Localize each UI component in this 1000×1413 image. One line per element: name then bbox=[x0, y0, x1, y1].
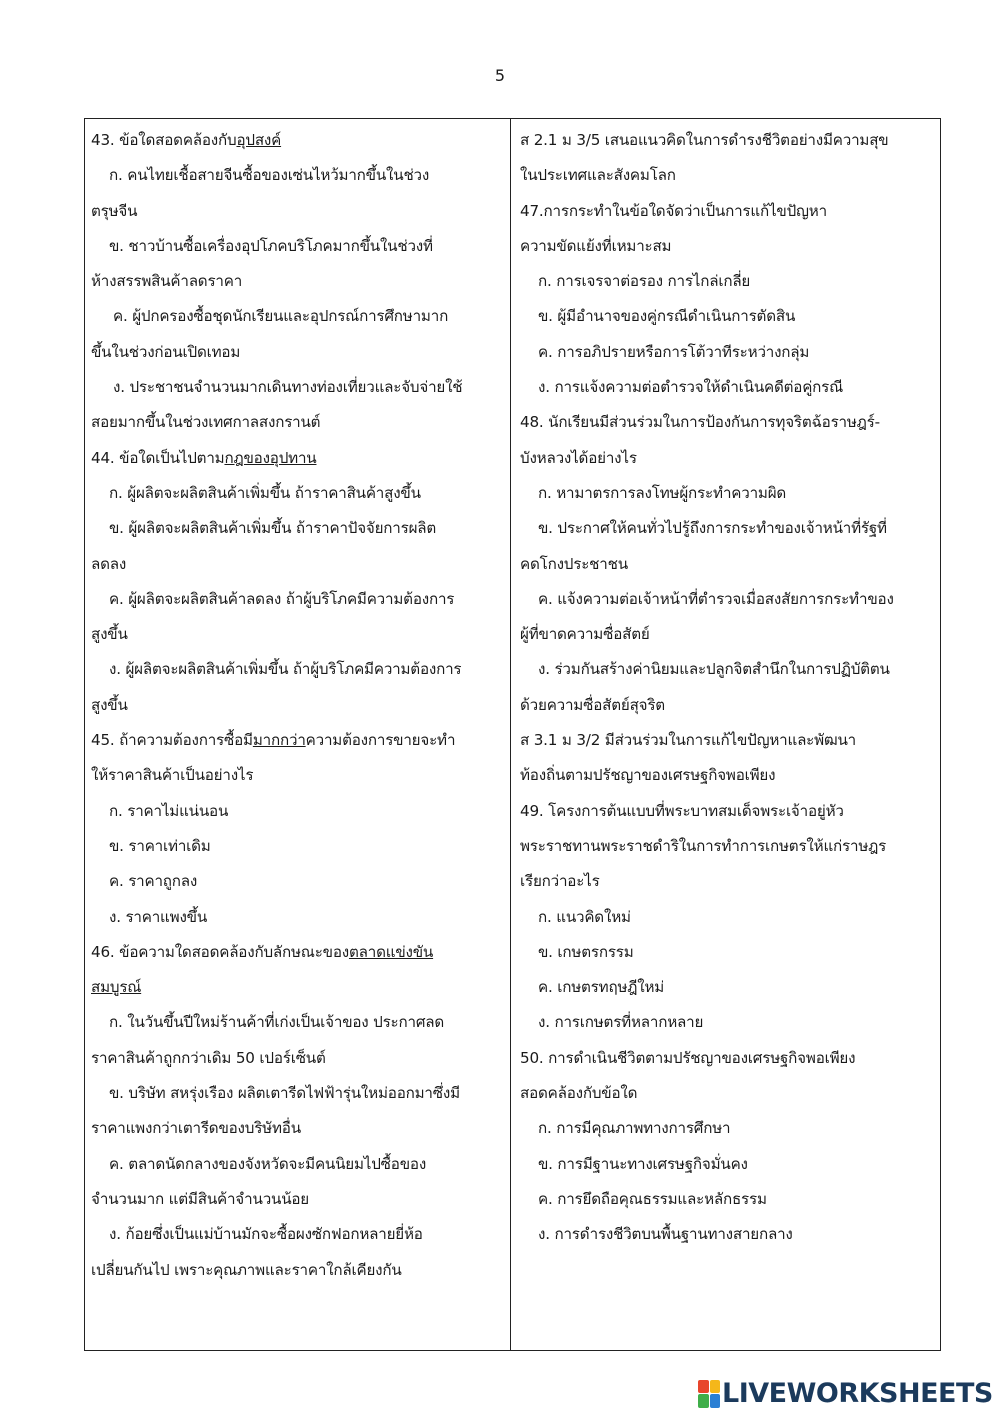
text-line bbox=[520, 582, 936, 617]
line-text: คดโกงประชาชน bbox=[520, 554, 628, 573]
text-line bbox=[520, 405, 936, 440]
line-text: ค. ผู้ปกครองซื้อชุดนักเรียนและอุปกรณ์การศึกษามาก bbox=[113, 307, 449, 326]
text-line bbox=[91, 617, 506, 652]
line-text: ก. หามาตรการลงโทษผู้กระทำความผิด bbox=[538, 483, 787, 502]
text-line bbox=[520, 370, 936, 405]
text-line bbox=[91, 829, 506, 864]
line-text: ข. บริษัท สหรุ่งเรือง ผลิตเตารีดไฟฟ้ารุ่นใหม่ออกมาซึ่งมี bbox=[109, 1084, 460, 1103]
line-text: เรียกว่าอะไร bbox=[520, 872, 600, 891]
underlined-keyword: ตลาดแข่งขัน bbox=[348, 942, 434, 961]
line-text: สอดคล้องกับข้อใด bbox=[520, 1084, 638, 1103]
text-line bbox=[91, 1005, 506, 1040]
text-line bbox=[91, 1253, 506, 1288]
line-text: ราคาแพงกว่าเตารีดของบริษัทอื่น bbox=[91, 1119, 301, 1138]
text-line bbox=[91, 1147, 506, 1182]
line-text: ค. ผู้ผลิตจะผลิตสินค้าลดลง ถ้าผู้บริโภคมีความต้องการ bbox=[109, 589, 455, 608]
text-line bbox=[91, 864, 506, 899]
line-text: ง. การเกษตรที่หลากหลาย bbox=[538, 1013, 704, 1032]
text-line bbox=[520, 652, 936, 687]
line-text: ก. ราคาไม่แน่นอน bbox=[109, 801, 229, 820]
line-text: ค. การยึดถือคุณธรรมและหลักธรรม bbox=[538, 1189, 767, 1208]
underlined-keyword: กฎของอุปทาน bbox=[224, 448, 317, 467]
text-line bbox=[91, 441, 506, 476]
line-text: เปลี่ยนกันไป เพราะคุณภาพและราคาใกล้เคียงกัน bbox=[91, 1260, 402, 1279]
text-line bbox=[520, 229, 936, 264]
line-text: ส 2.1 ม 3/5 เสนอแนวคิดในการดำรงชีวิตอย่างมีความสุข bbox=[520, 131, 889, 149]
line-text: ก. คนไทยเชื้อสายจีนซื้อของเซ่นไหว้มากขึ้นในช่วง bbox=[109, 166, 430, 185]
text-line bbox=[520, 864, 936, 899]
line-text: ก. แนวคิดใหม่ bbox=[538, 907, 631, 926]
text-line bbox=[520, 1147, 936, 1182]
line-text: จำนวนมาก แต่มีสินค้าจำนวนน้อย bbox=[91, 1189, 310, 1208]
line-text: ให้ราคาสินค้าเป็นอย่างไร bbox=[91, 766, 254, 785]
line-text: ค. ตลาดนัดกลางของจังหวัดจะมีคนนิยมไปซื้อของ bbox=[109, 1154, 427, 1173]
line-text: ง. การดำรงชีวิตบนพื้นฐานทางสายกลาง bbox=[538, 1225, 793, 1244]
line-text: ง. ก้อยซึ่งเป็นแม่บ้านมักจะซื้อผงซักฟอกหลายยี่ห้อ bbox=[109, 1225, 423, 1244]
underlined-keyword: อุปสงค์ bbox=[236, 131, 282, 149]
text-line bbox=[520, 1005, 936, 1040]
line-text: ลดลง bbox=[91, 554, 127, 573]
text-line bbox=[91, 194, 506, 229]
text-line bbox=[520, 1111, 936, 1146]
text-line bbox=[520, 1182, 936, 1217]
text-line bbox=[520, 617, 936, 652]
line-text: บังหลวงได้อย่างไร bbox=[520, 448, 637, 467]
line-text: 43. ข้อใดสอดคล้องกับ bbox=[91, 131, 237, 149]
text-line bbox=[520, 758, 936, 793]
line-text: ค. เกษตรทฤษฎีใหม่ bbox=[538, 978, 665, 997]
text-line bbox=[520, 476, 936, 511]
text-line bbox=[91, 476, 506, 511]
left-column bbox=[85, 119, 511, 1350]
line-text: ด้วยความซื่อสัตย์สุจริต bbox=[520, 695, 665, 714]
line-text: ราคาสินค้าถูกกว่าเดิม 50 เปอร์เซ็นต์ bbox=[91, 1048, 326, 1067]
text-line bbox=[91, 900, 506, 935]
line-text: ค. แจ้งความต่อเจ้าหน้าที่ตำรวจเมื่อสงสัยการกระทำของ bbox=[538, 589, 894, 608]
text-line bbox=[91, 370, 506, 405]
underlined-keyword: มากกว่า bbox=[252, 731, 306, 750]
line-text: ห้างสรรพสินค้าลดราคา bbox=[91, 272, 243, 291]
text-line bbox=[91, 688, 506, 723]
text-line bbox=[91, 299, 506, 334]
line-text: ข. เกษตรกรรม bbox=[538, 942, 634, 961]
line-text: ง. ร่วมกันสร้างค่านิยมและปลูกจิตสำนึกในการปฏิบัติตน bbox=[538, 660, 890, 679]
text-line bbox=[91, 723, 506, 758]
line-text: ก. การเจรจาต่อรอง การไกล่เกลี่ย bbox=[538, 272, 751, 291]
text-line bbox=[91, 1041, 506, 1076]
text-line bbox=[520, 1041, 936, 1076]
text-line bbox=[91, 582, 506, 617]
text-line bbox=[520, 935, 936, 970]
text-line bbox=[91, 547, 506, 582]
line-text-after: ความต้องการขายจะทำ bbox=[305, 731, 456, 750]
text-line bbox=[91, 1182, 506, 1217]
line-text: ส 3.1 ม 3/2 มีส่วนร่วมในการแก้ไขปัญหาและพัฒนา bbox=[520, 731, 856, 750]
text-line bbox=[91, 794, 506, 829]
page-number: 5 bbox=[494, 66, 506, 85]
line-text: สอยมากขึ้นในช่วงเทศกาลสงกรานต์ bbox=[91, 413, 321, 432]
text-line bbox=[520, 158, 936, 193]
text-line bbox=[520, 335, 936, 370]
line-text: สูงขึ้น bbox=[91, 625, 128, 644]
text-line bbox=[520, 1217, 936, 1252]
line-text: 48. นักเรียนมีส่วนร่วมในการป้องกันการทุจริตฉ้อราษฎร์- bbox=[520, 413, 880, 432]
right-column bbox=[511, 119, 940, 1350]
text-line bbox=[91, 511, 506, 546]
text-line bbox=[520, 264, 936, 299]
line-text: ง. ราคาแพงขึ้น bbox=[109, 907, 208, 926]
text-line bbox=[91, 264, 506, 299]
text-line bbox=[91, 758, 506, 793]
text-line bbox=[520, 688, 936, 723]
text-line bbox=[91, 158, 506, 193]
text-line bbox=[520, 441, 936, 476]
line-text: 49. โครงการต้นแบบที่พระบาทสมเด็จพระเจ้าอยู่หัว bbox=[520, 801, 844, 820]
text-line bbox=[91, 935, 506, 970]
text-line bbox=[91, 1111, 506, 1146]
text-line bbox=[91, 652, 506, 687]
line-text: ความขัดแย้งที่เหมาะสม bbox=[520, 236, 672, 255]
text-line bbox=[91, 123, 506, 158]
line-text: พระราชทานพระราชดำริในการทำการเกษตรให้แก่ราษฎร bbox=[520, 836, 887, 855]
text-line bbox=[520, 123, 936, 158]
text-line bbox=[520, 794, 936, 829]
text-line bbox=[91, 1076, 506, 1111]
line-text: ข. ราคาเท่าเดิม bbox=[109, 836, 211, 855]
text-line bbox=[520, 299, 936, 334]
logo-text: LIVEWORKSHEETS bbox=[722, 1378, 993, 1409]
underlined-keyword: สมบูรณ์ bbox=[91, 978, 142, 997]
text-line bbox=[520, 511, 936, 546]
line-text: ค. ราคาถูกลง bbox=[109, 872, 198, 891]
line-text: สูงขึ้น bbox=[91, 695, 128, 714]
text-line bbox=[91, 970, 506, 1005]
line-text: ง. ประชาชนจำนวนมากเดินทางท่องเที่ยวและจับจ่ายใช้ bbox=[113, 378, 463, 397]
text-line bbox=[91, 405, 506, 440]
worksheet-table bbox=[84, 118, 941, 1351]
line-text: ท้องถิ่นตามปรัชญาของเศรษฐกิจพอเพียง bbox=[520, 766, 776, 785]
text-line bbox=[520, 547, 936, 582]
text-line bbox=[520, 970, 936, 1005]
line-text: ข. ผู้ผลิตจะผลิตสินค้าเพิ่มขึ้น ถ้าราคาปัจจัยการผลิต bbox=[109, 519, 437, 538]
line-text: 47.การกระทำในข้อใดจัดว่าเป็นการแก้ไขปัญหา bbox=[520, 201, 827, 220]
line-text: ก. ในวันขึ้นปีใหม่ร้านค้าที่เก่งเป็นเจ้าของ ประกาศลด bbox=[109, 1013, 445, 1032]
line-text: 44. ข้อใดเป็นไปตาม bbox=[91, 448, 225, 467]
text-line bbox=[520, 829, 936, 864]
line-text: ข. ชาวบ้านซื้อเครื่องอุปโภคบริโภคมากขึ้นในช่วงที่ bbox=[109, 236, 433, 255]
line-text: 46. ข้อความใดสอดคล้องกับลักษณะของ bbox=[91, 942, 349, 961]
text-line bbox=[91, 229, 506, 264]
line-text: ข. การมีฐานะทางเศรษฐกิจมั่นคง bbox=[538, 1154, 748, 1173]
line-text: 45. ถ้าความต้องการซื้อมี bbox=[91, 731, 253, 750]
line-text: 50. การดำเนินชีวิตตามปรัชญาของเศรษฐกิจพอเพียง bbox=[520, 1048, 856, 1067]
text-line bbox=[520, 900, 936, 935]
line-text: ง. ผู้ผลิตจะผลิตสินค้าเพิ่มขึ้น ถ้าผู้บริโภคมีความต้องการ bbox=[109, 660, 462, 679]
line-text: ค. การอภิปรายหรือการโต้วาทีระหว่างกลุ่ม bbox=[538, 342, 810, 361]
text-line bbox=[91, 1217, 506, 1252]
liveworksheets-logo[interactable] bbox=[698, 1378, 993, 1409]
line-text: ข. ประกาศให้คนทั่วไปรู้ถึงการกระทำของเจ้าหน้าที่รัฐที่ bbox=[538, 519, 887, 538]
text-line bbox=[520, 1076, 936, 1111]
text-line bbox=[520, 723, 936, 758]
line-text: ก. การมีคุณภาพทางการศึกษา bbox=[538, 1119, 731, 1138]
text-line bbox=[520, 194, 936, 229]
line-text: ตรุษจีน bbox=[91, 201, 138, 220]
line-text: ในประเทศและสังคมโลก bbox=[520, 166, 676, 185]
line-text: ง. การแจ้งความต่อตำรวจให้ดำเนินคดีต่อคู่กรณี bbox=[538, 378, 844, 397]
text-line bbox=[91, 335, 506, 370]
logo-badge-icon bbox=[698, 1380, 720, 1408]
line-text: ขึ้นในช่วงก่อนเปิดเทอม bbox=[91, 342, 241, 361]
line-text: ผู้ที่ขาดความซื่อสัตย์ bbox=[520, 625, 650, 644]
line-text: ก. ผู้ผลิตจะผลิตสินค้าเพิ่มขึ้น ถ้าราคาสินค้าสูงขึ้น bbox=[109, 483, 421, 502]
line-text: ข. ผู้มีอำนาจของคู่กรณีดำเนินการตัดสิน bbox=[538, 307, 796, 326]
